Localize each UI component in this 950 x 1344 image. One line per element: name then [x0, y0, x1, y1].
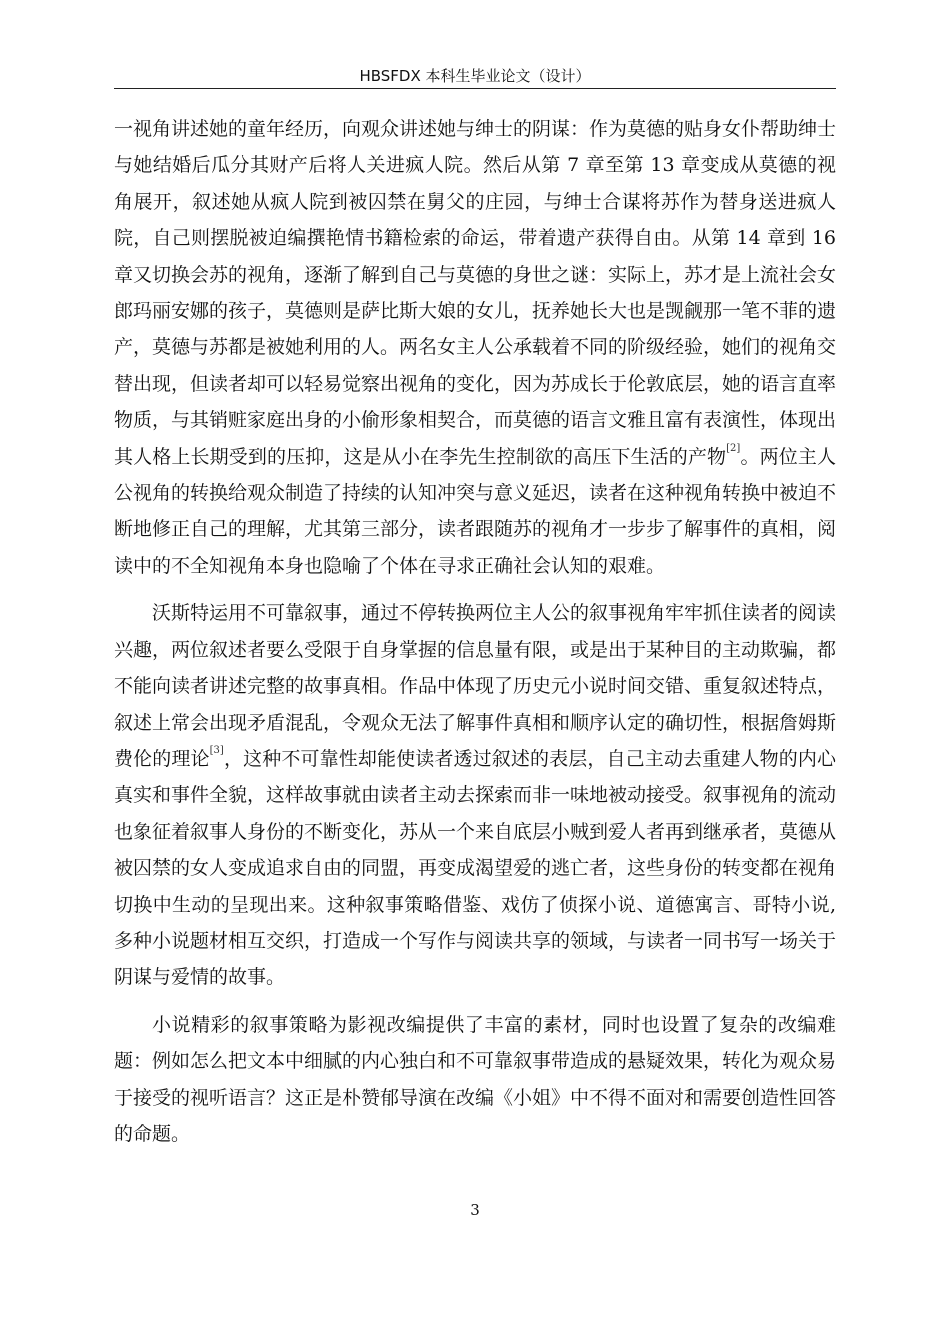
paragraph-2 — [114, 595, 836, 995]
paragraph-2-text-a: 沃斯特运用不可靠叙事，通过不停转换两位主人公的叙事视角牢牢抓住读者的阅读兴趣，两位叙述者要么受限于自身掌握的信息量有限，或是出于某种目的主动欺骗，都不能向读者讲述完整的故事真相。作品中体现了历史元小说时间交错、重复叙述特点，叙述上常会出现矛盾混乱，令观众无法了解事件真相和顺序认定的确切性，根据詹姆斯费伦的理论 — [114, 602, 837, 770]
body-text — [114, 111, 836, 1152]
header-rule — [114, 88, 836, 89]
citation-2: [2] — [726, 442, 741, 454]
citation-3: [3] — [209, 744, 224, 756]
running-header: HBSFDX 本科生毕业论文（设计） — [359, 67, 591, 85]
paragraph-2-text-b: ，这种不可靠性却能使读者透过叙述的表层，自己主动去重建人物的内心真实和事件全貌，这样故事就由读者主动去探索而非一味地被动接受。叙事视角的流动也象征着叙事人身份的不断变化，苏从一个来自底层小贼到爱人者再到继承者，莫德从被囚禁的女人变成追求自由的同盟，再变成渴望爱的逃亡者，这些身份的转变都在视角切换中生动的呈现出来。这种叙事策略借鉴、戏仿了侦探小说、道德寓言、哥特小说,多种小说题材相互交织，打造成一个写作与阅读共享的领域，与读者一同书写一场关于阴谋与爱情的故事。 — [114, 747, 837, 989]
page-number: 3 — [470, 1201, 480, 1219]
paragraph-1 — [114, 111, 836, 584]
paragraph-1-text-b: 。两位主人公视角的转换给观众制造了持续的认知冲突与意义延迟，读者在这种视角转换中被迫不断地修正自己的理解，尤其第三部分，读者跟随苏的视角才一步步了解事件的真相，阅读中的不全知视角本身也隐喻了个体在寻求正确社会认知的艰难。 — [114, 445, 837, 577]
paragraph-3: 小说精彩的叙事策略为影视改编提供了丰富的素材，同时也设置了复杂的改编难题：例如怎么把文本中细腻的内心独白和不可靠叙事带造成的悬疑效果，转化为观众易于接受的视听语言？这正是朴赞郁导演在改编《小姐》中不得不面对和需要创造性回答的命题。 — [114, 1013, 837, 1145]
paragraph-1-text-a: 一视角讲述她的童年经历，向观众讲述她与绅士的阴谋：作为莫德的贴身女仆帮助绅士与她结婚后瓜分其财产后将人关进疯人院。然后从第 7 章至第 13 章变成从莫德的视角展开，叙述她从疯人院到被囚禁在舅父的庄园，与绅士合谋将苏作为替身送进疯人院，自己则摆脱被迫编撰艳情书籍检索的命运，带着遗产获得自由。从第 14 章到 16 章又切换会苏的视角，逐渐了解到自己与莫德的身世之谜：实际上，苏才是上流社会女郎玛丽安娜的孩子，莫德则是萨比斯大娘的女儿，抚养她长大也是觊觎那一笔不菲的遗产，莫德与苏都是被她利用的人。两名女主人公承载着不同的阶级经验，她们的视角交替出现，但读者却可以轻易觉察出视角的变化，因为苏成长于伦敦底层，她的语言直率物质，与其销赃家庭出身的小偷形象相契合，而莫德的语言文雅且富有表演性，体现出其人格上长期受到的压抑，这是从小在李先生控制欲的高压下生活的产物 — [114, 118, 837, 468]
